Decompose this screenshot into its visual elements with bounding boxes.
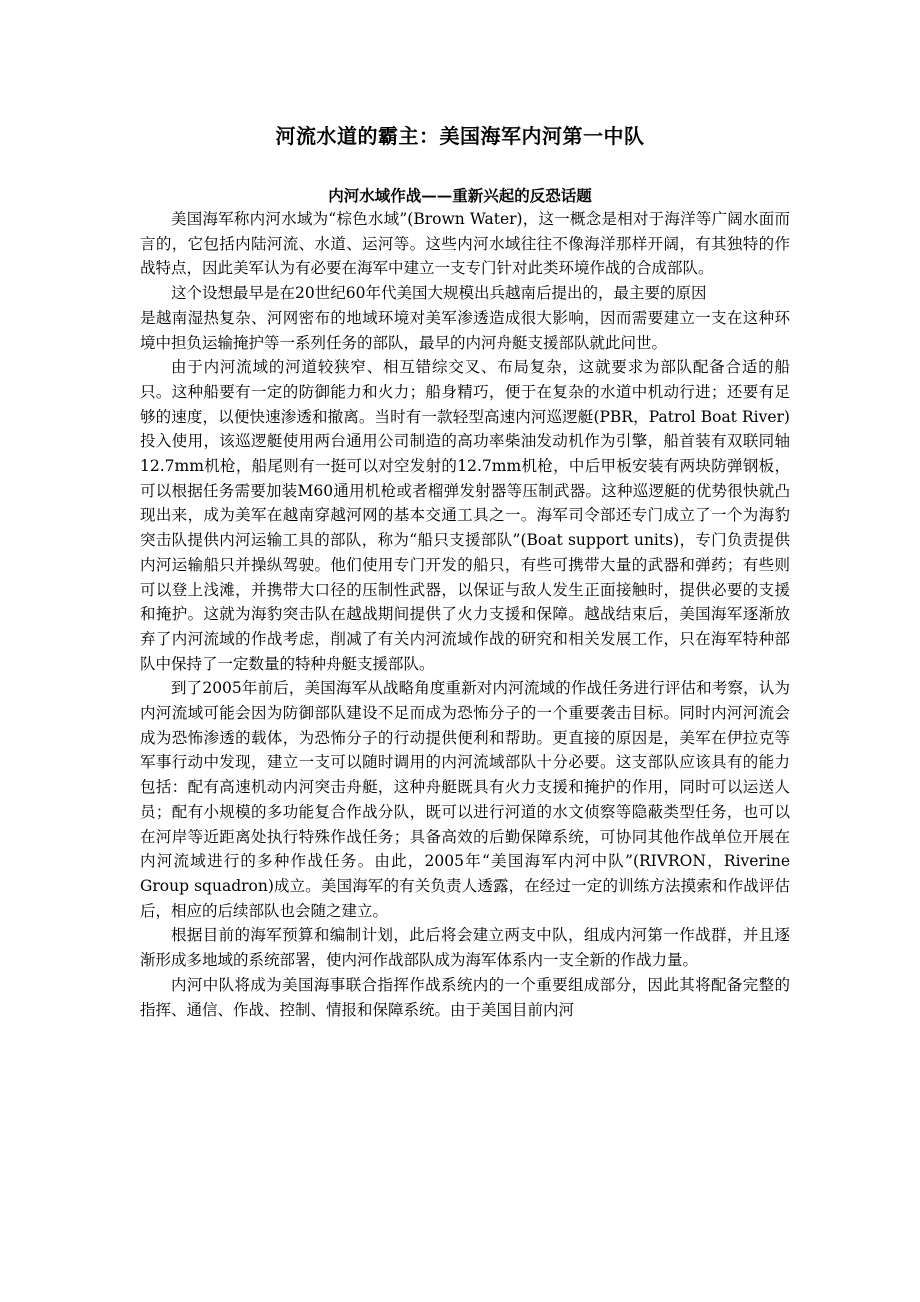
- section-heading: 内河水域作战——重新兴起的反恐话题: [328, 186, 592, 205]
- paragraph-6: 内河中队将成为美国海事联合指挥作战系统内的一个重要组成部分，因此其将配备完整的指挥、通信、作战、控制、情报和保障系统。由于美国目前内河: [140, 975, 790, 1019]
- body-text: [140, 207, 790, 1022]
- paragraph-5: 根据目前的海军预算和编制计划，此后将会建立两支中队，组成内河第一作战群，并且逐渐形成多地域的系统部署，使内河作战部队成为海军体系内一支全新的作战力量。: [140, 926, 790, 970]
- paragraph-4: 到了2005年前后，美国海军从战略角度重新对内河流域的作战任务进行评估和考察，认为内河流域可能会因为防御部队建设不足而成为恐怖分子的一个重要袭击目标。同时内河河流会成为恐怖渗透的载体，为恐怖分子的行动提供便利和帮助。更直接的原因是，美军在伊拉克等军事行动中发现，建立一支可以随时调用的内河流域部队十分必要。这支部队应该具有的能力包括：配有高速机动内河突击舟艇，这种舟艇既具有火力支援和掩护的作用，同时可以运送人员；配有小规模的多功能复合作战分队，既可以进行河道的水文侦察等隐蔽类型任务，也可以在河岸等近距离处执行特殊作战任务；具备高效的后勤保障系统，可协同其他作战单位开展在内河流域进行的多种作战任务。由此，2005年“美国海军内河中队”(RIVRON，Riverine Group squadron)成立。美国海军的有关负责人透露，在经过一定的训练方法摸索和作战评估后，相应的后续部队也会随之建立。: [140, 679, 790, 920]
- paragraph-2: 这个设想最早是在20世纪60年代美国大规模出兵越南后提出的，最主要的原因: [171, 284, 707, 303]
- paragraph-3: 由于内河流域的河道较狭窄、相互错综交叉、布局复杂，这就要求为部队配备合适的船只。这种船要有一定的防御能力和火力；船身精巧，便于在复杂的水道中机动行进；还要有足够的速度，以便快速渗透和撤离。当时有一款轻型高速内河巡逻艇(PBR，Patrol Boat River)投入使用，该巡逻艇使用两台通用公司制造的高功率柴油发动机作为引擎，船首装有双联同轴12.7mm机枪，船尾则有一挺可以对空发射的12.7mm机枪，中后甲板安装有两块防弹钢板，可以根据任务需要加装M60通用机枪或者榴弹发射器等压制武器。这种巡逻艇的优势很快就凸现出来，成为美军在越南穿越河网的基本交通工具之一。海军司令部还专门成立了一个为海豹突击队提供内河运输工具的部队，称为“船只支援部队”(Boat support units)，专门负责提供内河运输船只并操纵驾驶。他们使用专门开发的船只，有些可携带大量的武器和弹药；有些则可以登上浅滩，并携带大口径的压制性武器，以保证与敌人发生正面接触时，提供必要的支援和掩护。这就为海豹突击队在越战期间提供了火力支援和保障。越战结束后，美国海军逐渐放弃了内河流域的作战考虑，削减了有关内河流域作战的研究和相关发展工作，只在海军特种部队中保持了一定数量的特种舟艇支援部队。: [140, 358, 790, 673]
- paragraph-2-continued: 是越南湿热复杂、河网密布的地域环境对美军渗透造成很大影响，因而需要建立一支在这种环境中担负运输掩护等一系列任务的部队，最早的内河舟艇支援部队就此问世。: [140, 308, 790, 352]
- paragraph-1: 美国海军称内河水域为“棕色水域”(Brown Water)，这一概念是相对于海洋等广阔水面而言的，它包括内陆河流、水道、运河等。这些内河水域往往不像海洋那样开阔，有其独特的作战特点，因此美军认为有必要在海军中建立一支专门针对此类环境作战的合成部队。: [140, 210, 790, 278]
- document-title: 河流水道的霸主：美国海军内河第一中队: [275, 124, 645, 148]
